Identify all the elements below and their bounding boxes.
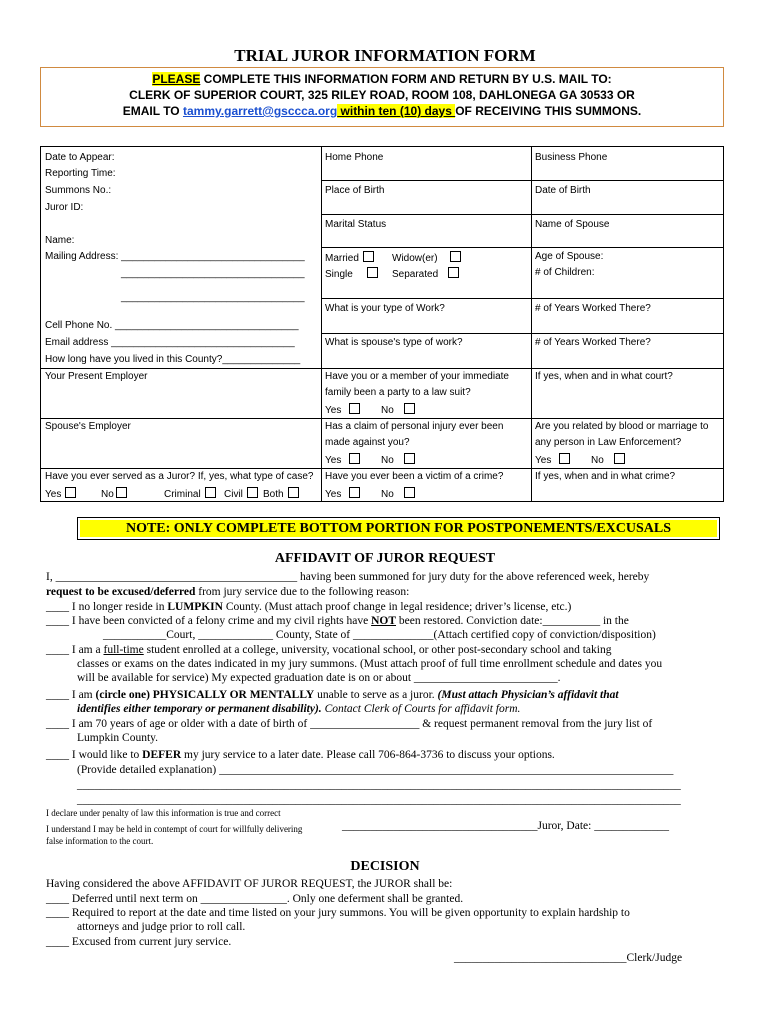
victim-court-label: If yes, when and in what crime? <box>535 471 676 482</box>
married-label: Married <box>325 253 359 264</box>
criminal-label: Criminal <box>164 489 201 500</box>
name-label: Name: <box>45 235 75 246</box>
date-to-appear-label: Date to Appear: <box>45 152 115 163</box>
grid-divider <box>41 418 321 419</box>
served-yes-checkbox[interactable] <box>65 487 76 498</box>
juror-signature-field[interactable]: __________________________________Juror, Date: _____________ <box>342 820 669 832</box>
num-children-label: # of Children: <box>535 267 595 278</box>
married-checkbox[interactable] <box>363 251 374 262</box>
single-label: Single <box>325 269 353 280</box>
affidavit-intro-line1: I, __________________________________________ having been summoned for jury duty for the above referenced week, hereby <box>46 571 650 583</box>
reason-student[interactable]: ____ I am a full-time student enrolled at a college, university, vocational school, or other post-secondary school and taking <box>46 644 612 656</box>
victim-no-checkbox[interactable] <box>404 487 415 498</box>
both-checkbox[interactable] <box>288 487 299 498</box>
note-banner-text: NOTE: ONLY COMPLETE BOTTOM PORTION FOR POSTPONEMENTS/EXCUSALS <box>80 520 717 537</box>
type-of-work-label: What is your type of Work? <box>325 303 445 314</box>
both-label: Both <box>263 489 284 500</box>
related-question-1: Are you related by blood or marriage to <box>535 421 709 432</box>
related-yes-checkbox[interactable] <box>559 453 570 464</box>
spouse-work-label: What is spouse's type of work? <box>325 337 463 348</box>
victim-question: Have you ever been a victim of a crime? <box>325 471 504 482</box>
decision-heading: DECISION <box>350 859 420 874</box>
grid-divider <box>531 147 532 502</box>
present-employer-label: Your Present Employer <box>45 371 148 382</box>
email-address-field[interactable]: Email address _________________________________ <box>45 337 295 348</box>
decision-required[interactable]: ____ Required to report at the date and time listed on your jury summons. You will be given opportunity to explain hardship to <box>46 907 630 919</box>
clerk-email-link[interactable]: tammy.garrett@gsccca.org <box>182 104 338 118</box>
how-long-field[interactable]: How long have you lived in this County?______________ <box>45 354 301 365</box>
decision-intro: Having considered the above AFFIDAVIT OF JUROR REQUEST, the JUROR shall be: <box>46 878 453 890</box>
served-yes-label: Yes <box>45 489 62 500</box>
grid-divider <box>321 468 724 469</box>
widow-checkbox[interactable] <box>450 251 461 262</box>
grid-divider <box>321 418 724 419</box>
separated-label: Separated <box>392 269 439 280</box>
declaration-line1: I declare under penalty of law this information is true and correct <box>46 808 281 818</box>
place-of-birth-label: Place of Birth <box>325 185 385 196</box>
law-suit-question-1: Have you or a member of your immediate <box>325 371 509 382</box>
injury-question-1: Has a claim of personal injury ever been <box>325 421 504 432</box>
note-banner <box>77 517 720 540</box>
summons-no-label: Summons No.: <box>45 185 112 196</box>
served-no-checkbox[interactable] <box>116 487 127 498</box>
address-line-3[interactable]: _________________________________ <box>121 292 305 303</box>
decision-excused[interactable]: ____ Excused from current jury service. <box>46 936 232 948</box>
criminal-checkbox[interactable] <box>205 487 216 498</box>
lawsuit-no-label: No <box>381 405 394 416</box>
grid-divider <box>321 214 724 215</box>
related-no-label: No <box>591 455 604 466</box>
spouse-years-label: # of Years Worked There? <box>535 337 651 348</box>
lawsuit-no-checkbox[interactable] <box>404 403 415 414</box>
marital-status-label: Marital Status <box>325 219 387 230</box>
clerk-judge-signature[interactable]: ______________________________Clerk/Judge <box>454 952 683 964</box>
deadline-highlight: within ten (10) days <box>337 104 456 118</box>
spouse-employer-label: Spouse's Employer <box>45 421 131 432</box>
affidavit-intro-line2: from jury service due to the following reason: <box>195 586 410 598</box>
victim-yes-checkbox[interactable] <box>349 487 360 498</box>
reason-disability-line2: identifies either temporary or permanent disability). Contact Clerk of Courts for affidavit form. <box>77 703 521 715</box>
declaration-line3: false information to the court. <box>46 836 154 846</box>
served-no-label: No <box>101 489 114 500</box>
reason-age-line2: Lumpkin County. <box>77 732 159 744</box>
reason-defer[interactable]: ____ I would like to DEFER my jury service to a later date. Please call 706-864-3736 to discuss your options. <box>46 749 555 761</box>
cell-phone-field[interactable]: Cell Phone No. _________________________________ <box>45 320 299 331</box>
date-of-birth-label: Date of Birth <box>535 185 591 196</box>
separated-checkbox[interactable] <box>448 267 459 278</box>
form-title: TRIAL JUROR INFORMATION FORM <box>234 46 536 65</box>
mailing-address-field[interactable]: Mailing Address: _________________________________ <box>45 251 305 262</box>
business-phone-label: Business Phone <box>535 152 608 163</box>
grid-divider <box>41 468 321 469</box>
injury-yes-label: Yes <box>325 455 342 466</box>
reason-disability[interactable]: ____ I am (circle one) PHYSICALLY OR MENTALLY unable to serve as a juror. (Must attach Physician’s affidavit that <box>46 689 619 701</box>
reason-age[interactable]: ____ I am 70 years of age or older with a date of birth of ___________________ & request permanent removal from the jury list of <box>46 718 653 730</box>
age-of-spouse-label: Age of Spouse: <box>535 251 604 262</box>
reporting-time-label: Reporting Time: <box>45 168 116 179</box>
explanation-line-3[interactable]: _________________________________________________________________________________________________________ <box>77 794 681 806</box>
grid-divider <box>41 368 321 369</box>
lawsuit-yes-label: Yes <box>325 405 342 416</box>
grid-divider <box>321 180 724 181</box>
victim-yes-label: Yes <box>325 489 342 500</box>
declaration-line2: I understand I may be held in contempt of court for willfully delivering <box>46 824 303 834</box>
email-prefix: EMAIL TO <box>122 104 183 118</box>
affidavit-heading: AFFIDAVIT OF JUROR REQUEST <box>274 551 496 566</box>
reason-student-line3: will be available for service) My expected graduation date is on or about _________________________. <box>77 672 561 684</box>
return-instructions-box <box>40 67 724 127</box>
served-juror-question: Have you ever served as a Juror? If, yes, what type of case? <box>45 471 314 482</box>
request-excused-bold: request to be excused/deferred <box>46 586 196 598</box>
grid-divider <box>321 298 724 299</box>
law-suit-question-2: family been a party to a law suit? <box>325 387 471 398</box>
grid-divider <box>321 333 724 334</box>
explanation-line-2[interactable]: _________________________________________________________________________________________________________ <box>77 779 681 791</box>
widow-label: Widow(er) <box>392 253 438 264</box>
injury-no-label: No <box>381 455 394 466</box>
notice-line2: CLERK OF SUPERIOR COURT, 325 RILEY ROAD, ROOM 108, DAHLONEGA GA 30533 OR <box>129 88 635 102</box>
injury-yes-checkbox[interactable] <box>349 453 360 464</box>
years-worked-label: # of Years Worked There? <box>535 303 651 314</box>
injury-no-checkbox[interactable] <box>404 453 415 464</box>
reason-felony-details: ___________Court, _____________ County, State of ______________(Attach certified copy of conviction/disposition) <box>103 629 656 641</box>
grid-divider <box>321 247 724 248</box>
related-no-checkbox[interactable] <box>614 453 625 464</box>
explanation-field[interactable]: (Provide detailed explanation) _______________________________________________________________________________ <box>77 764 674 776</box>
lawsuit-yes-checkbox[interactable] <box>349 403 360 414</box>
injury-question-2: made against you? <box>325 437 410 448</box>
name-of-spouse-label: Name of Spouse <box>535 219 610 230</box>
related-yes-label: Yes <box>535 455 552 466</box>
victim-no-label: No <box>381 489 394 500</box>
reason-felony[interactable]: ____ I have been convicted of a felony crime and my civil rights have NOT been restored. Conviction date:__________ in the <box>46 615 629 627</box>
juror-info-grid <box>40 146 724 502</box>
address-line-2[interactable]: _________________________________ <box>121 268 305 279</box>
notice-line3: OF RECEIVING THIS SUMMONS. <box>455 104 642 118</box>
home-phone-label: Home Phone <box>325 152 384 163</box>
decision-required-line2: attorneys and judge prior to roll call. <box>77 921 246 933</box>
juror-id-label: Juror ID: <box>45 202 84 213</box>
reason-student-line2: classes or exams on the dates indicated in my jury summons. (Must attach proof of full time enrollment schedule and dates you <box>77 658 663 670</box>
grid-divider <box>321 147 322 502</box>
single-checkbox[interactable] <box>367 267 378 278</box>
grid-divider <box>321 368 724 369</box>
please-highlight: PLEASE <box>152 72 201 86</box>
civil-label: Civil <box>224 489 243 500</box>
reason-residence[interactable]: ____ I no longer reside in LUMPKIN County. (Must attach proof change in legal residence; driver’s license, etc.) <box>46 601 572 613</box>
notice-line1: COMPLETE THIS INFORMATION FORM AND RETURN BY U.S. MAIL TO: <box>200 72 612 86</box>
civil-checkbox[interactable] <box>247 487 258 498</box>
related-question-2: any person in Law Enforcement? <box>535 437 682 448</box>
decision-deferred[interactable]: ____ Deferred until next term on _______________. Only one deferment shall be granted. <box>46 893 464 905</box>
law-suit-court-label: If yes, when and in what court? <box>535 371 673 382</box>
